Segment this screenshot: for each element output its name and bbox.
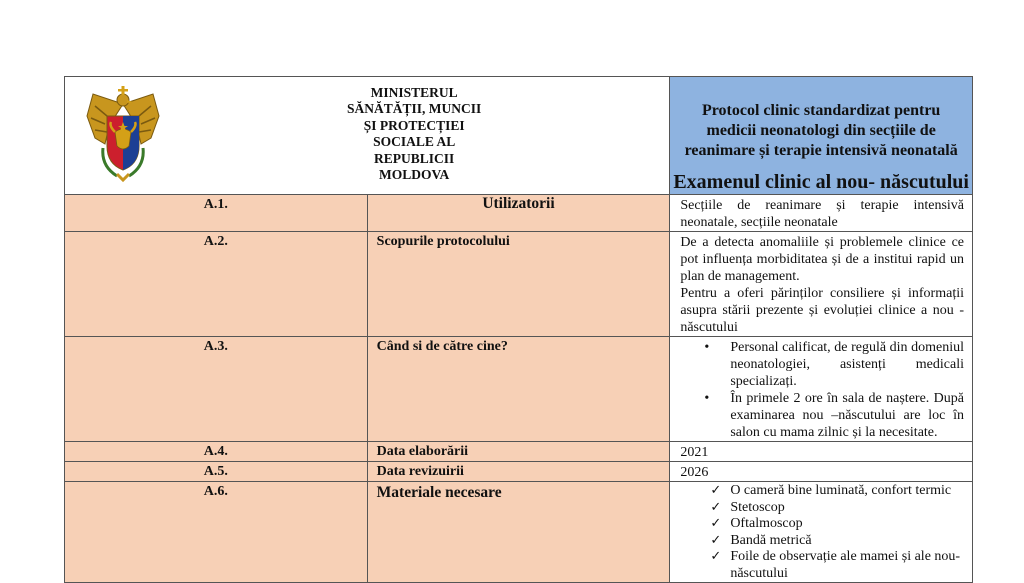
row-value: 2026 xyxy=(670,462,973,482)
checkmark-icon: ✓ xyxy=(710,516,722,531)
list-item: • În primele 2 ore în sala de naștere. După examinarea nou –născutului are loc în salon cu mama zilnic și la necesitate. xyxy=(704,391,964,440)
checkmark-icon: ✓ xyxy=(710,532,722,548)
row-code: A.4. xyxy=(65,442,368,462)
protocol-title: Protocol clinic standardizat pentru medicii neonatologi din secțiile de reanimare și terapie intensivă neonatală xyxy=(684,102,958,159)
list-item: ✓ O cameră bine luminată, confort termic xyxy=(710,483,952,498)
row-code: A.1. xyxy=(65,195,368,232)
moldova-coat-of-arms-icon xyxy=(83,86,163,182)
row-label: Materiale necesare xyxy=(367,482,670,583)
row-value xyxy=(670,337,973,442)
ministry-line: SOCIALE AL xyxy=(373,134,456,149)
checkmark-icon: ✓ xyxy=(710,483,722,498)
list-item: ✓ Foile de observație ale mamei și ale nou- născutului xyxy=(710,549,961,581)
paragraph: Pentru a oferi părinților consiliere și informații asupra stării prezente și evoluției clinice a nou - născutului xyxy=(680,286,964,335)
row-label: Data revizuirii xyxy=(367,462,670,482)
ministry-line: ȘI PROTECȚIEI xyxy=(363,117,465,133)
protocol-table xyxy=(64,76,973,583)
ministry-name xyxy=(163,85,669,184)
checklist xyxy=(670,483,964,582)
ministry-line: MINISTERUL xyxy=(370,84,458,100)
list-item: ✓ Bandă metrică xyxy=(710,532,812,548)
list-item: • Personal calificat, de regulă din domeniul neonatologiei, asistenți medicali specializați. xyxy=(704,340,964,389)
protocol-document xyxy=(64,76,973,581)
table-row xyxy=(65,482,973,583)
ministry-line: MOLDOVA xyxy=(379,167,450,182)
row-code: A.2. xyxy=(65,232,368,337)
table-row xyxy=(65,462,973,482)
row-code: A.6. xyxy=(65,482,368,583)
row-value: 2021 xyxy=(670,442,973,462)
ministry-line: REPUBLICII xyxy=(374,150,455,166)
exam-title: Examenul clinic al nou- născutului xyxy=(673,171,969,193)
table-row xyxy=(65,232,973,337)
ministry-line: SĂNĂTĂȚII, MUNCII xyxy=(347,101,482,116)
paragraph: De a detecta anomaliile și problemele clinice ce pot influența morbiditatea și de a institui rapid un plan de management. xyxy=(680,235,964,284)
bullet-list xyxy=(670,339,964,441)
row-code: A.3. xyxy=(65,337,368,442)
ministry-cell xyxy=(65,77,670,195)
bullet-dot-icon: • xyxy=(704,340,710,355)
row-label: Data elaborării xyxy=(367,442,670,462)
checkmark-icon: ✓ xyxy=(710,549,722,564)
row-label: Scopurile protocolului xyxy=(367,232,670,337)
checkmark-icon: ✓ xyxy=(710,499,722,515)
list-item: ✓ Oftalmoscop xyxy=(710,516,803,531)
header-row xyxy=(65,77,973,195)
table-row xyxy=(65,195,973,232)
table-row xyxy=(65,337,973,442)
row-value xyxy=(670,482,973,583)
bullet-dot-icon: • xyxy=(704,391,710,406)
list-item: ✓ Stetoscop xyxy=(710,499,785,515)
row-code: A.5. xyxy=(65,462,368,482)
row-value: Secțiile de reanimare și terapie intensivă neonatale, secțiile neonatale xyxy=(670,195,973,232)
title-cell xyxy=(670,77,973,195)
row-label: Când si de către cine? xyxy=(367,337,670,442)
row-label: Utilizatorii xyxy=(367,195,670,232)
table-row xyxy=(65,442,973,462)
row-value xyxy=(670,232,973,337)
